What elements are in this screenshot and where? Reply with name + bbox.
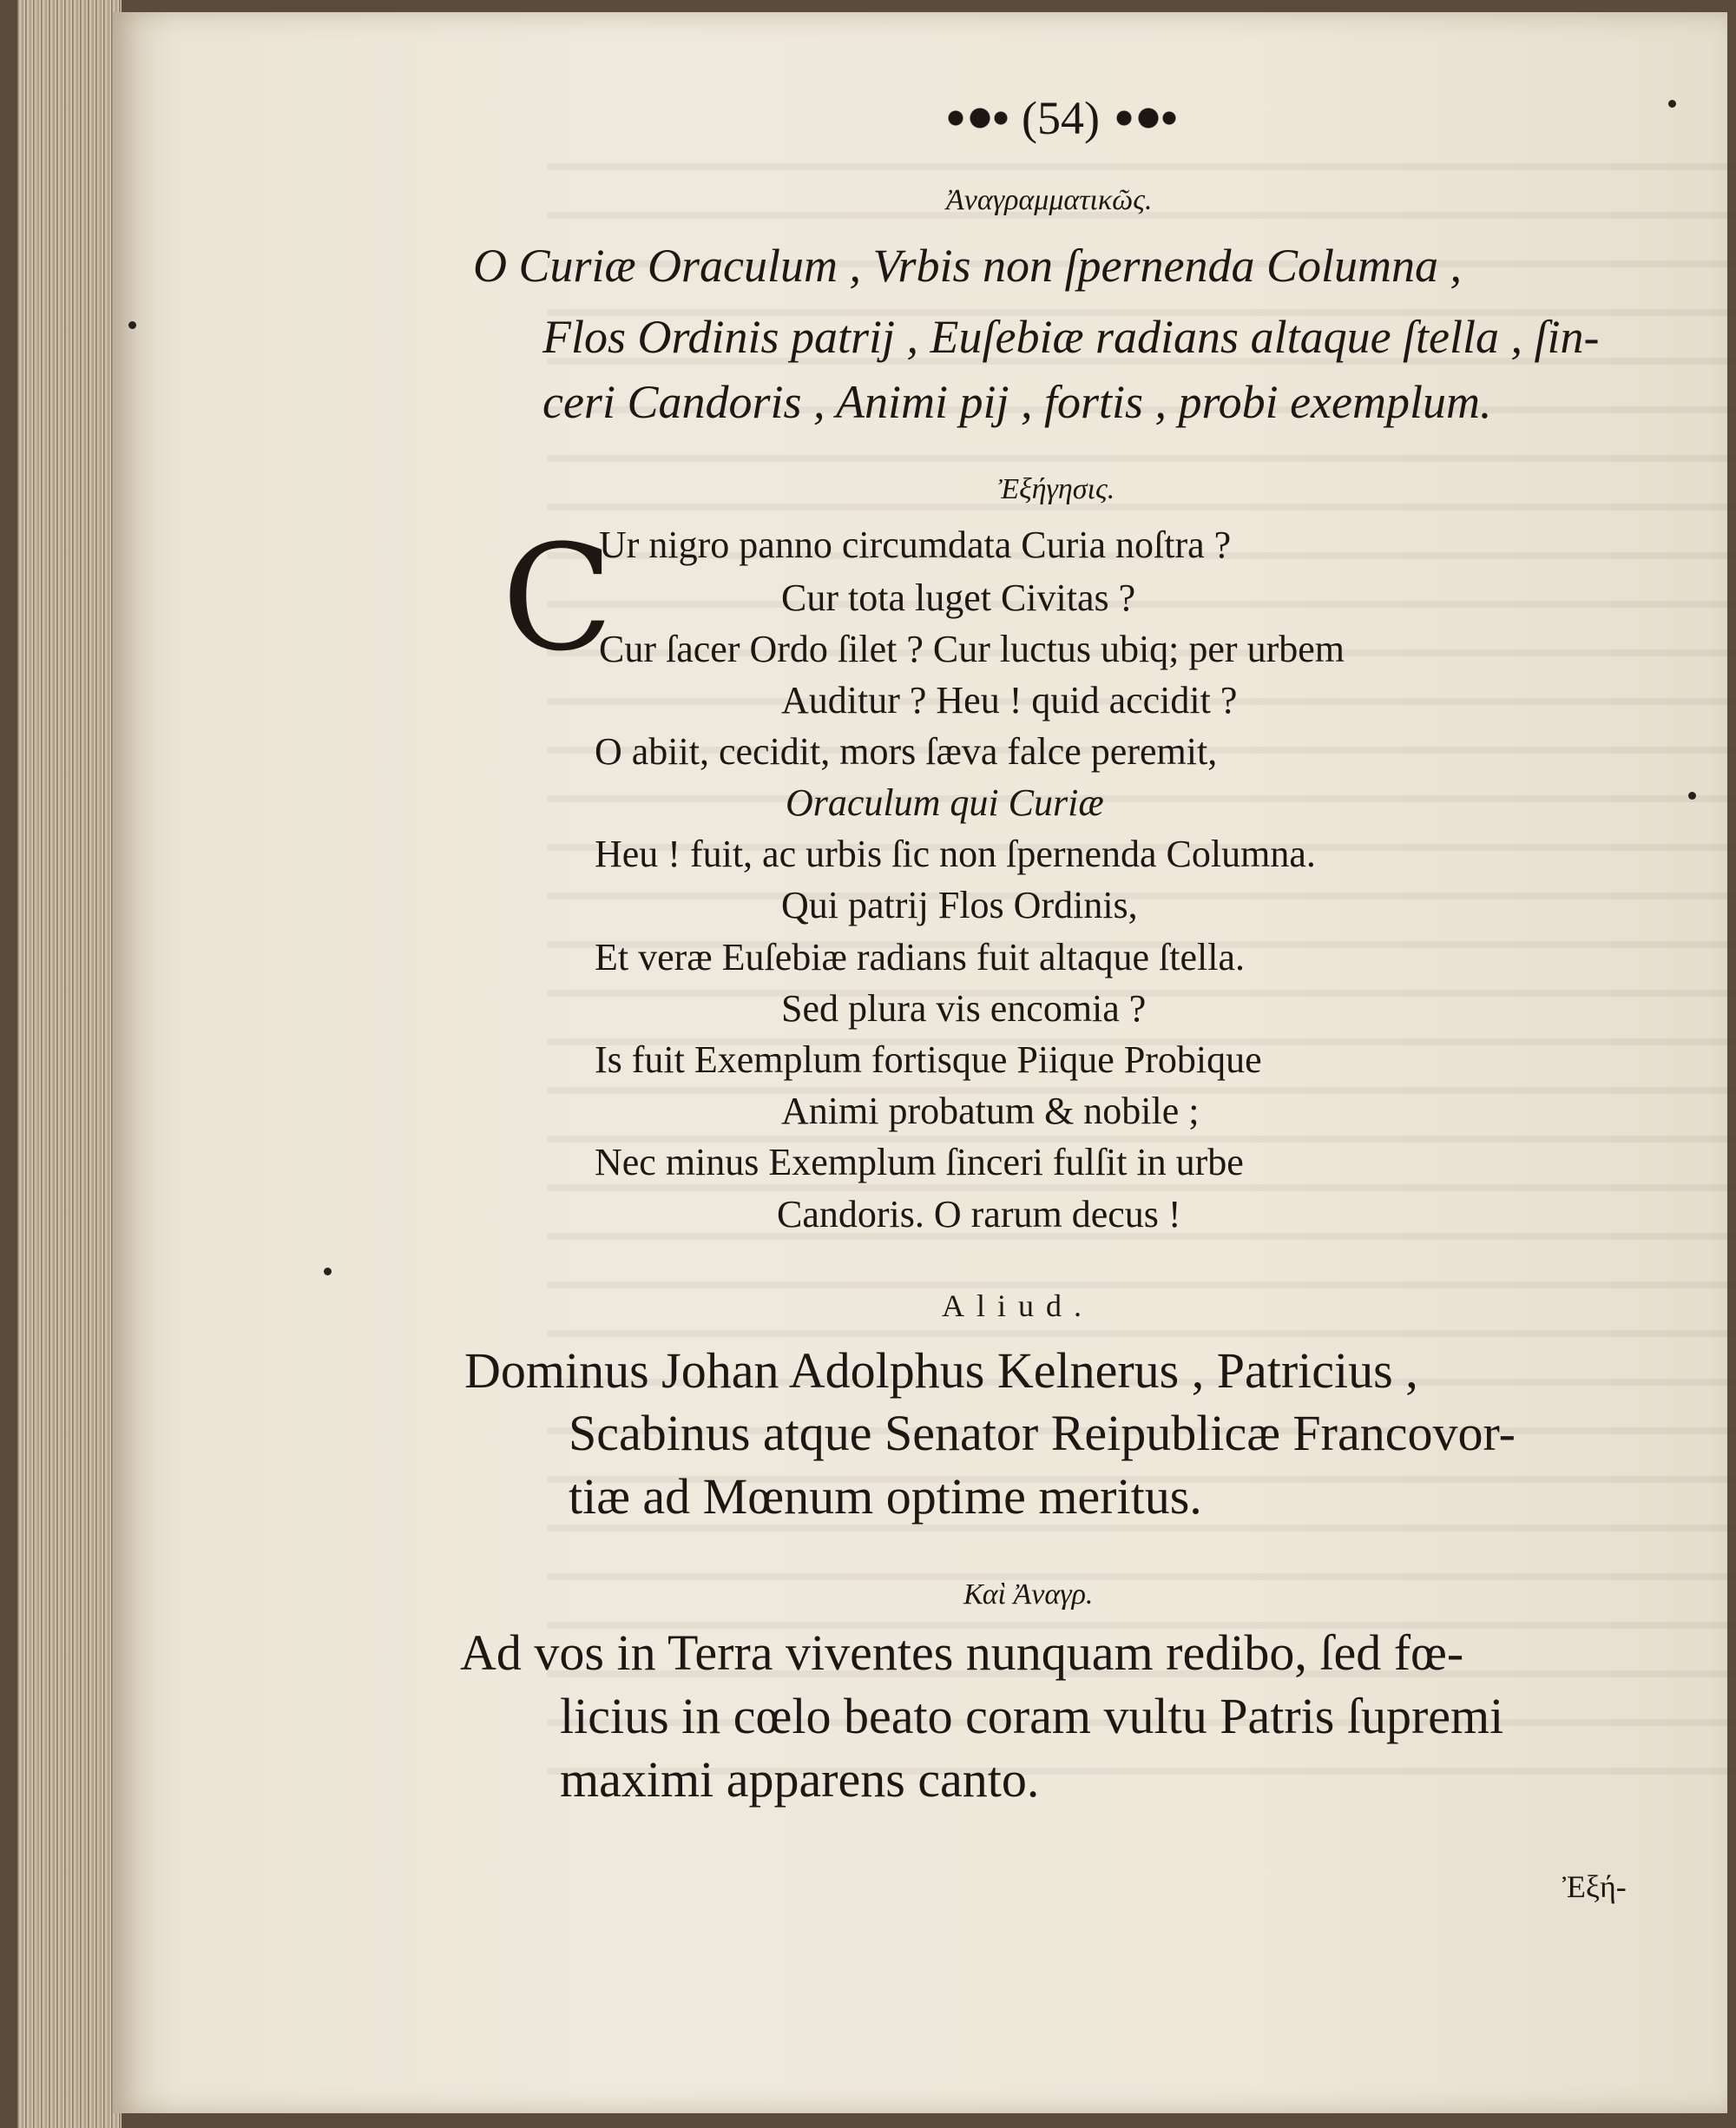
drop-cap: C <box>502 513 614 683</box>
catchword: Ἐξή- <box>1562 1869 1627 1904</box>
poem-line: O abiit, cecidit, mors ſæva falce peremit, <box>595 730 1218 773</box>
poem-line: Is fuit Exemplum fortisque Piique Probique <box>595 1038 1262 1081</box>
page-header <box>942 91 1180 145</box>
poem-line: Animi probatum & nobile ; <box>781 1090 1200 1132</box>
poem-line: Cur ſacer Ordo ſilet ? Cur luctus ubiq; per urbem <box>599 628 1345 670</box>
poem-line: Et veræ Euſebiæ radians fuit altaque ſtella. <box>595 936 1245 978</box>
poem-line: Candoris. O rarum decus ! <box>777 1193 1181 1235</box>
aliud-line: Scabinus atque Senator Reipublicæ Francovor- <box>569 1405 1516 1461</box>
page-number: (54) <box>1022 92 1100 144</box>
aliud-line: Dominus Johan Adolphus Kelnerus , Patricius , <box>464 1342 1418 1399</box>
ornament-right-icon <box>1110 107 1180 129</box>
ink-speck <box>1688 792 1696 800</box>
poem-line: Ur nigro panno circumdata Curia noſtra ? <box>599 524 1232 566</box>
anagram-line: Flos Ordinis patrij , Euſebiæ radians altaque ſtella , ſin- <box>542 311 1600 363</box>
ink-speck <box>128 321 136 329</box>
aliud-line: tiæ ad Mœnum optime meritus. <box>569 1468 1202 1525</box>
page-edges <box>17 0 122 2128</box>
anagram-line: O Curiæ Oraculum , Vrbis non ſpernenda Columna , <box>473 240 1463 292</box>
ink-speck <box>324 1268 332 1275</box>
exegesis-heading: Ἐξήγησις. <box>998 473 1115 505</box>
ink-speck <box>1668 100 1676 108</box>
ornament-left-icon <box>942 107 1011 129</box>
poem-line: Auditur ? Heu ! quid accidit ? <box>781 679 1238 721</box>
poem-line: Cur tota luget Civitas ? <box>781 576 1136 619</box>
poem-line: Sed plura vis encomia ? <box>781 987 1147 1030</box>
poem-line: Qui patrij Flos Ordinis, <box>781 884 1138 926</box>
anagram-line: ceri Candoris , Animi pij , fortis , probi exemplum. <box>542 376 1492 428</box>
anagram-heading: Ἀναγραμματικῶς. <box>946 184 1153 216</box>
poem-line: Heu ! fuit, ac urbis ſic non ſpernenda Columna. <box>595 833 1316 875</box>
aliud-heading: Aliud. <box>942 1288 1095 1323</box>
final-line: Ad vos in Terra viventes nunquam redibo, ſed fœ- <box>460 1624 1464 1681</box>
poem-line: Nec minus Exemplum ſinceri fulſit in urbe <box>595 1141 1244 1183</box>
final-line: licius in cœlo beato coram vultu Patris ſupremi <box>560 1688 1504 1744</box>
kat-heading: Καὶ Ἀναγρ. <box>963 1578 1094 1611</box>
poem-line: Oraculum qui Curiæ <box>786 781 1104 824</box>
final-line: maximi apparens canto. <box>560 1751 1040 1808</box>
